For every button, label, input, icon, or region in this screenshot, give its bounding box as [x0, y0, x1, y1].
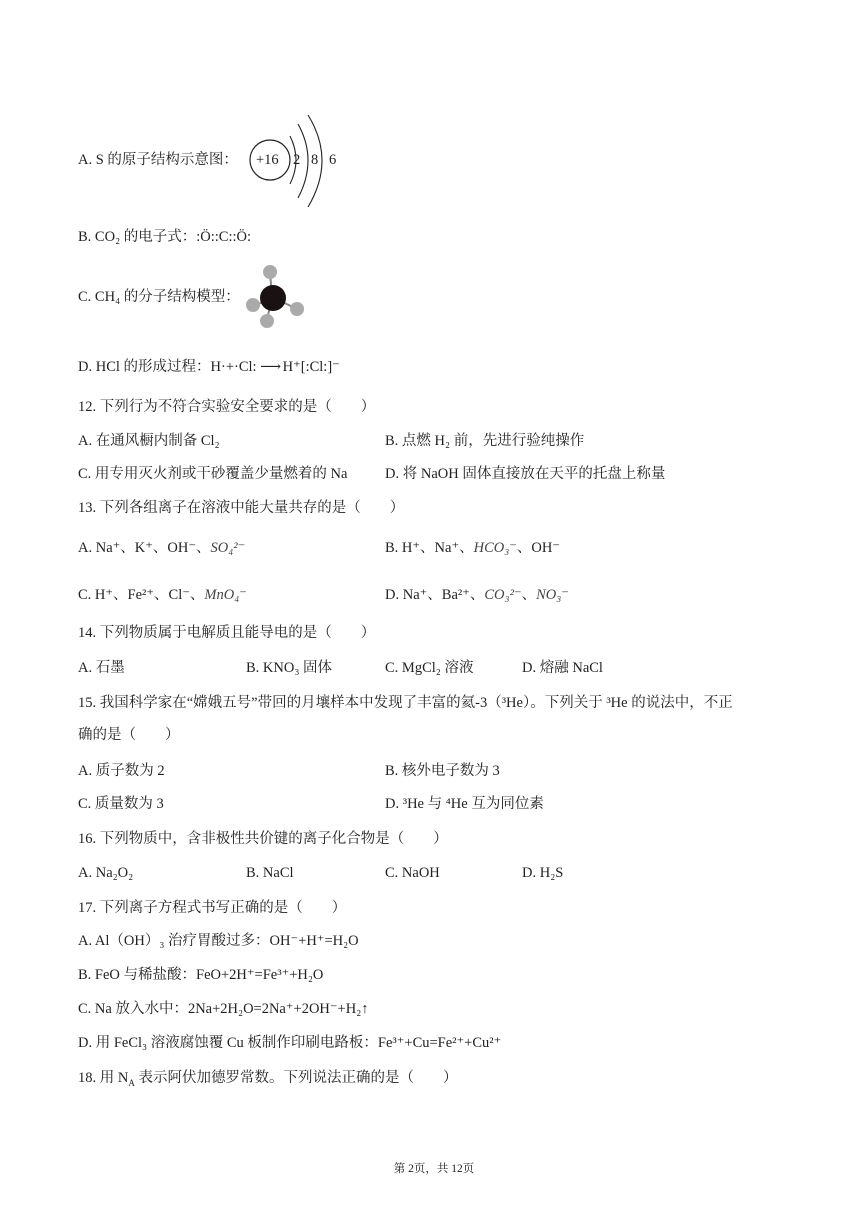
q13-option-d — [385, 586, 569, 604]
q17-option-c: C. Na 放入水中：2Na+2H₂O=2Na⁺+2OH⁻+H₂↑ — [78, 1001, 369, 1017]
q15-stem-cont: 确的是（ ） — [78, 727, 180, 743]
ion: SO₄²⁻ — [210, 540, 246, 556]
q11-option-b — [78, 228, 251, 246]
q12-option-c: C. 用专用灭火剂或干砂覆盖少量燃着的 Na — [78, 466, 348, 482]
q15-stem: 15. 我国科学家在“嫦娥五号”带回的月壤样本中发现了丰富的氦-3（³He）。下列关于 ³He 的说法中，不正 — [78, 695, 733, 711]
electron-formula: :Ö::C::Ö: — [196, 229, 252, 245]
option-text: A. Na⁺、K⁺、OH⁻、 — [78, 540, 211, 556]
ion: MnO₄⁻ — [204, 587, 247, 603]
option-text: D. Na⁺、Ba²⁺、 — [385, 587, 485, 603]
q13-option-b — [385, 539, 560, 557]
option-text: C. H⁺、Fe²⁺、Cl⁻、 — [78, 587, 205, 603]
shell-1: 2 — [293, 152, 301, 168]
q14-option-a: A. 石墨 — [78, 660, 125, 676]
q17-option-b: B. FeO 与稀盐酸：FeO+2H⁺=Fe³⁺+H₂O — [78, 967, 324, 983]
q17-option-a: A. Al（OH）₃ 治疗胃酸过多：OH⁻+H⁺=H₂O — [78, 933, 359, 949]
shell-2: 8 — [311, 152, 319, 168]
q13-stem: 13. 下列各组离子在溶液中能大量共存的是（ ） — [78, 500, 405, 516]
q15-option-a: A. 质子数为 2 — [78, 763, 165, 779]
q14-option-c: C. MgCl₂ 溶液 — [385, 660, 474, 676]
q16-option-c: C. NaOH — [385, 865, 440, 881]
hcl-right: H⁺[:Cl:]⁻ — [282, 359, 340, 375]
nucleus-charge: +16 — [256, 152, 279, 168]
q13-option-a — [78, 539, 245, 557]
subscript: A — [128, 1077, 135, 1088]
reaction-arrow-icon: ⟶ — [260, 359, 279, 375]
q13-option-c — [78, 586, 247, 604]
shell-3: 6 — [329, 152, 337, 168]
q17-stem: 17. 下列离子方程式书写正确的是（ ） — [78, 900, 347, 916]
option-label: D. HCl 的形成过程： — [78, 359, 211, 375]
option-text: B. H⁺、Na⁺、 — [385, 540, 474, 556]
option-tail: 、OH⁻ — [516, 540, 561, 556]
q15-option-d: D. ³He 与 ⁴He 互为同位素 — [385, 796, 544, 812]
q12-option-b: B. 点燃 H₂ 前，先进行验纯操作 — [385, 433, 585, 449]
q12-option-a: A. 在通风橱内制备 Cl₂ — [78, 433, 220, 449]
ion: HCO₃⁻ — [473, 540, 517, 556]
q14-option-d: D. 熔融 NaCl — [522, 660, 603, 676]
q16-option-a: A. Na₂O₂ — [78, 865, 134, 881]
separator: 、 — [521, 587, 537, 603]
ion: CO₃²⁻ — [484, 587, 522, 603]
option-label: B. CO₂ 的电子式： — [78, 229, 197, 245]
q12-option-d: D. 将 NaOH 固体直接放在天平的托盘上称量 — [385, 466, 666, 482]
stem-text: 18. 用 N — [78, 1070, 129, 1086]
option-label: A. S 的原子结构示意图： — [78, 152, 238, 168]
q15-option-b: B. 核外电子数为 3 — [385, 763, 500, 779]
q11-option-d — [78, 358, 340, 376]
q14-option-b: B. KNO₃ 固体 — [246, 660, 333, 676]
q14-stem: 14. 下列物质属于电解质且能导电的是（ ） — [78, 625, 376, 641]
page-footer: 第 2页，共 12页 — [393, 1163, 475, 1175]
q12-stem: 12. 下列行为不符合实验安全要求的是（ ） — [78, 399, 376, 415]
stem-text: 表示阿伏加德罗常数。下列说法正确的是（ ） — [134, 1070, 458, 1086]
q16-option-b: B. NaCl — [246, 865, 294, 881]
q16-stem: 16. 下列物质中，含非极性共价键的离子化合物是（ ） — [78, 831, 448, 847]
q17-option-d: D. 用 FeCl₃ 溶液腐蚀覆 Cu 板制作印刷电路板：Fe³⁺+Cu=Fe²⁺+Cu²⁺ — [78, 1035, 502, 1051]
ion: NO₃⁻ — [536, 587, 569, 603]
hcl-left: H·+·Cl: — [210, 359, 257, 375]
q18-stem — [78, 1069, 457, 1092]
q16-option-d: D. H₂S — [522, 865, 564, 881]
q15-option-c: C. 质量数为 3 — [78, 796, 164, 812]
option-label: C. CH₄ 的分子结构模型： — [78, 289, 240, 305]
methane-model — [245, 262, 310, 332]
